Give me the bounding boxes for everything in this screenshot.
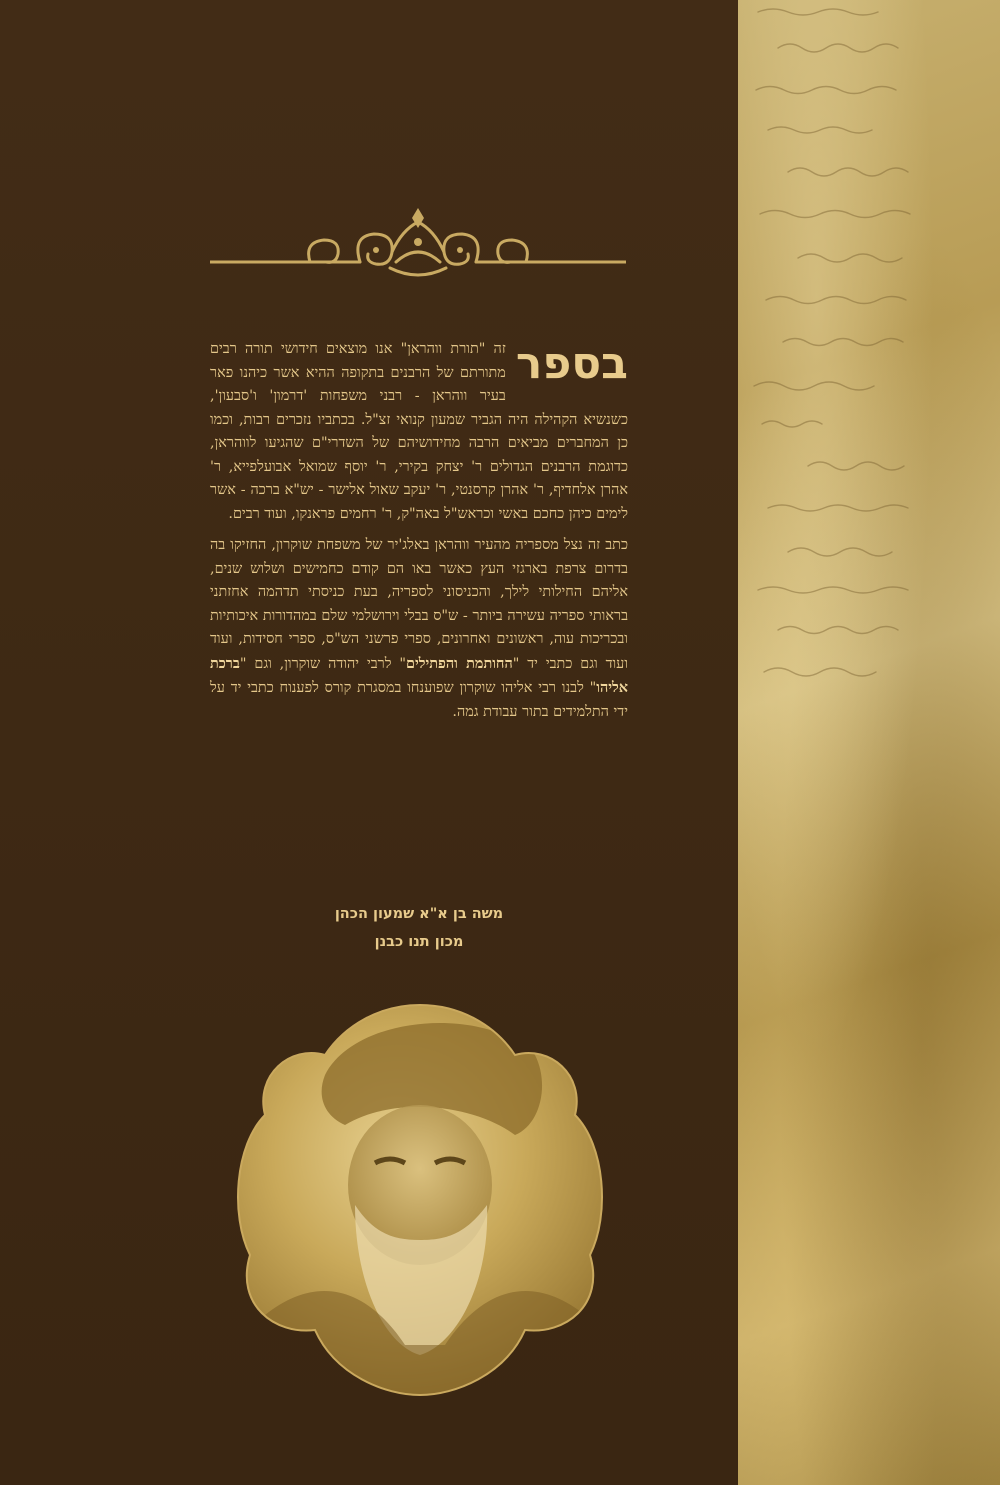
scroll-flourish-icon [210,208,626,288]
intro-text [210,338,628,732]
paragraph-intro [210,338,628,526]
paragraph-intro-text: זה "תורת ווהראן" אנו מוצאים חידושי תורה רבים מתורתם של הרבנים בתקופה ההיא אשר כיהנו פאר בעיר ווהראן - רבני משפחות 'דרמון' ו'סבעון', כשנשיא הקהילה היה הגביר שמעון קנואי זצ"ל. בכתביו נזכרים רבות, וכמו כן המחברים מביאים הרבה מחידושיהם של השדרי"ם שהגיעו לווהראן, כדוגמת הרבנים הגדולים ר' יצחק בקירי, ר' יוסף שמואל אבועלפייא, ר' אהרן אלחדיף, ר' אהרן קרסנטי, ר' יעקב שאול אלישר - יש"א ברכה - אשר לימים כיהן כחכם באשי וכראש"ל באה"ק, ר' רחמים פראנקו, ועוד רבים. [210,341,628,522]
author-signature: משה בן א"א שמעון הכהן [334,906,504,922]
parchment-manuscript-strip [738,0,1000,1485]
institute-name: מכון תנו כבנן [374,934,464,950]
signature-block [210,900,628,956]
manuscript-title-2: ברכת אליהו [210,654,628,696]
paragraph-library-text-1: כתב זה נצל מספריה מהעיר ווהראן באלג'יר של משפחת שוקרון, החזיקו בה בדרום צרפת בארגזי העץ כאשר באו הם קודם כחמישים ושלוש שנים, אליהם החילותי לילך, והכניסוני לספריה, בעת כניסתי תדהמה אחזתני בראותי ספריה עשירה ביותר - ש"ס בבלי וירושלמי שלם במהדורות איכותיות ובכריכות עוה, ראשונים ואחרונים, ספרי פרשני הש"ס, ספרי חסידות, ועוד ועוד וגם כתבי יד " [210,537,628,672]
manuscript-title-1: החותמת והפתילים [406,654,513,672]
paragraph-library-text-3: " לבנו רבי אליהו שוקרון שפוענחו במסגרת קורס לפענוח כתבי יד על ידי התלמידים בתור עבודת גמה. [210,680,628,720]
paragraph-library [210,534,628,724]
lead-word: בספר [515,338,628,389]
rabbi-portrait-medallion [205,985,635,1405]
paragraph-library-text-2: " לרבי יהודה שוקרון, וגם " [239,655,406,672]
